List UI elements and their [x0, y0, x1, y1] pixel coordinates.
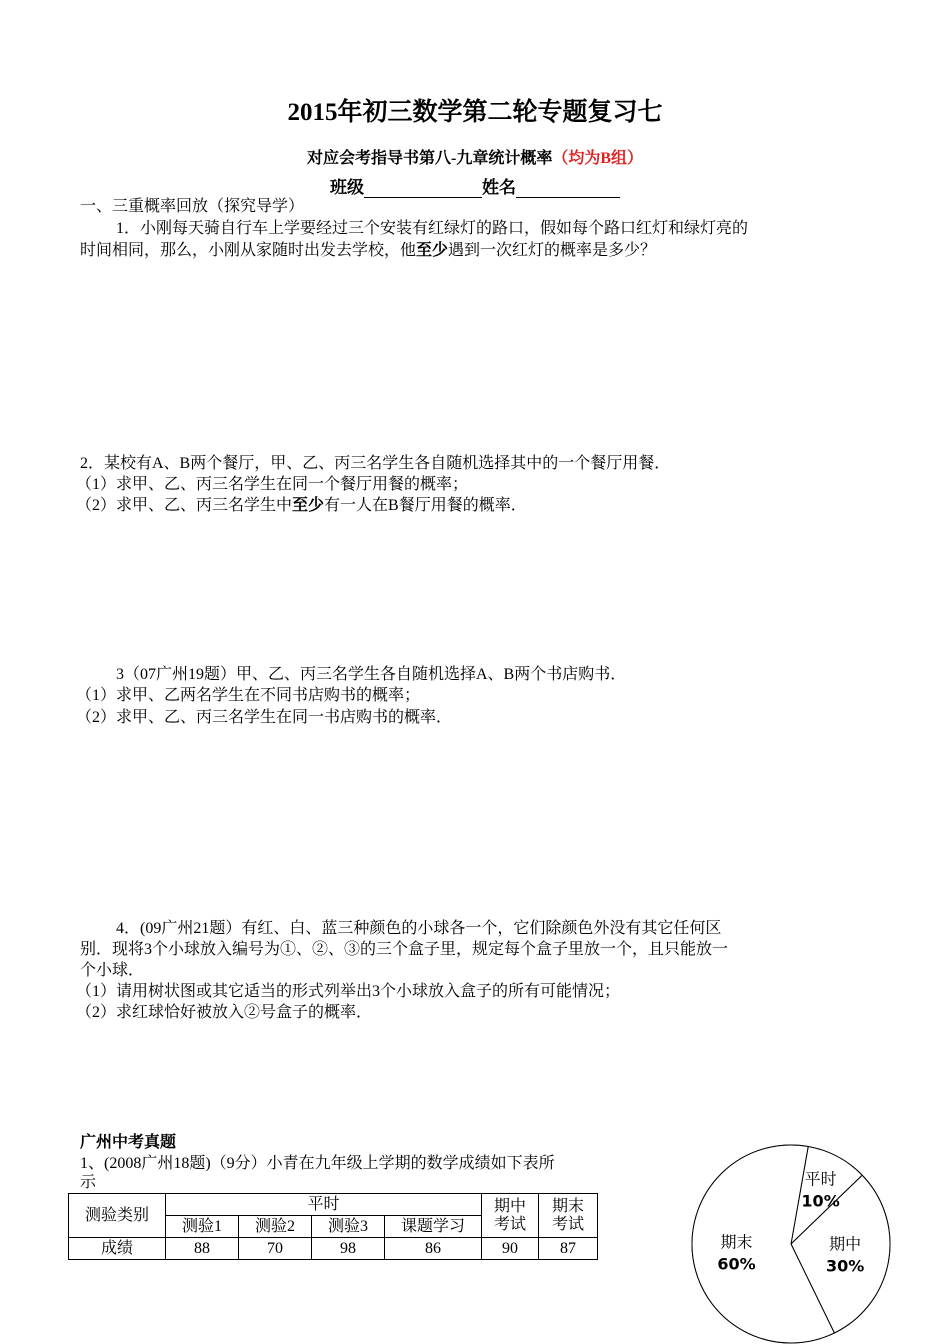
- exam-q1-line2: 示: [80, 1174, 97, 1191]
- name-blank[interactable]: [516, 179, 620, 198]
- section1-heading: 一、三重概率回放（探究导学）: [80, 198, 305, 215]
- q4-line4: （1）请用树状图或其它适当的形式列举出3个小球放入盒子的所有可能情况；: [76, 983, 621, 1000]
- q1-line2-a: 时间相同，那么，小刚从家随时出发去学校，他: [80, 242, 417, 259]
- table-header-row: [69, 1194, 598, 1216]
- q4-line1: 4．(09广州21题）有红、白、蓝三种颜色的小球各一个，它们除颜色外没有其它任何区: [116, 920, 722, 937]
- q2-line3-a: （2）求甲、乙、丙三名学生中: [76, 497, 293, 514]
- q2-line1: 2．某校有A、B两个餐厅，甲、乙、丙三名学生各自随机选择其中的一个餐厅用餐．: [80, 455, 671, 472]
- score-cell: 98: [312, 1238, 385, 1260]
- col-test2-header: 测验2: [239, 1216, 312, 1238]
- row-label: 成绩: [69, 1238, 166, 1260]
- col-category-header: 测验类别: [69, 1194, 166, 1238]
- q2-line2: （1）求甲、乙、丙三名学生在同一个餐厅用餐的概率；: [76, 476, 469, 493]
- subtitle-main: 对应会考指导书第八-九章统计概率: [306, 150, 553, 167]
- midterm-label-1: 期中: [493, 1197, 526, 1215]
- exam-q1-line1: 1、(2008广州18题)（9分）小青在九年级上学期的数学成绩如下表所: [80, 1155, 555, 1172]
- q2-line3: [76, 495, 527, 516]
- class-label: 班级: [330, 178, 364, 197]
- table-row: [69, 1238, 598, 1260]
- q1-emphasis: 至少: [416, 242, 449, 259]
- class-blank[interactable]: [364, 179, 482, 198]
- pie-percent-label: 10%: [801, 1191, 840, 1211]
- score-table: [68, 1193, 598, 1260]
- pie-percent-label: 60%: [717, 1254, 756, 1274]
- score-cell: 88: [166, 1238, 239, 1260]
- pie-category-label: 平时: [804, 1169, 837, 1189]
- q3-line2: （1）求甲、乙两名学生在不同书店购书的概率；: [76, 687, 421, 704]
- subtitle-group-note: （均为B组）: [552, 150, 644, 167]
- score-weight-pie-chart: [688, 1144, 894, 1344]
- final-label-2: 考试: [551, 1215, 584, 1233]
- pie-category-label: 期中: [829, 1234, 862, 1254]
- score-cell: 86: [385, 1238, 482, 1260]
- q1-line2-b: 遇到一次红灯的概率是多少？: [448, 242, 657, 259]
- q2-line3-b: 有一人在B餐厅用餐的概率．: [324, 497, 527, 514]
- class-name-line: [0, 173, 950, 198]
- pie-percent-label: 30%: [826, 1256, 865, 1276]
- score-cell: 90: [482, 1238, 539, 1260]
- score-cell: 87: [539, 1238, 598, 1260]
- col-test3-header: 测验3: [312, 1216, 385, 1238]
- q2-emphasis: 至少: [292, 497, 325, 514]
- col-test1-header: 测验1: [166, 1216, 239, 1238]
- page-title: 2015年初三数学第二轮专题复习七: [287, 99, 663, 126]
- q3-line1: 3（07广州19题）甲、乙、丙三名学生各自随机选择A、B两个书店购书．: [116, 666, 627, 683]
- col-midterm-header: [482, 1194, 539, 1238]
- col-final-header: [539, 1194, 598, 1238]
- q1-line1: 1．小刚每天骑自行车上学要经过三个安装有红绿灯的路口，假如每个路口红灯和绿灯亮的: [116, 220, 749, 237]
- midterm-label-2: 考试: [493, 1215, 526, 1233]
- section2-heading: 广州中考真题: [80, 1134, 177, 1151]
- q1-line2: [80, 240, 656, 261]
- q4-line3: 个小球．: [80, 962, 145, 979]
- col-project-header: 课题学习: [385, 1216, 482, 1238]
- final-label-1: 期末: [551, 1197, 584, 1215]
- score-cell: 70: [239, 1238, 312, 1260]
- group-regular-header: 平时: [166, 1194, 482, 1216]
- q4-line5: （2）求红球恰好被放入②号盒子的概率．: [76, 1004, 373, 1021]
- pie-category-label: 期末: [720, 1232, 753, 1252]
- name-label: 姓名: [482, 178, 516, 197]
- q3-line3: （2）求甲、乙、丙三名学生在同一书店购书的概率．: [76, 709, 453, 726]
- page-subtitle: [0, 145, 950, 168]
- q4-line2: 别．现将3个小球放入编号为①、②、③的三个盒子里，规定每个盒子里放一个，且只能放一: [80, 941, 729, 958]
